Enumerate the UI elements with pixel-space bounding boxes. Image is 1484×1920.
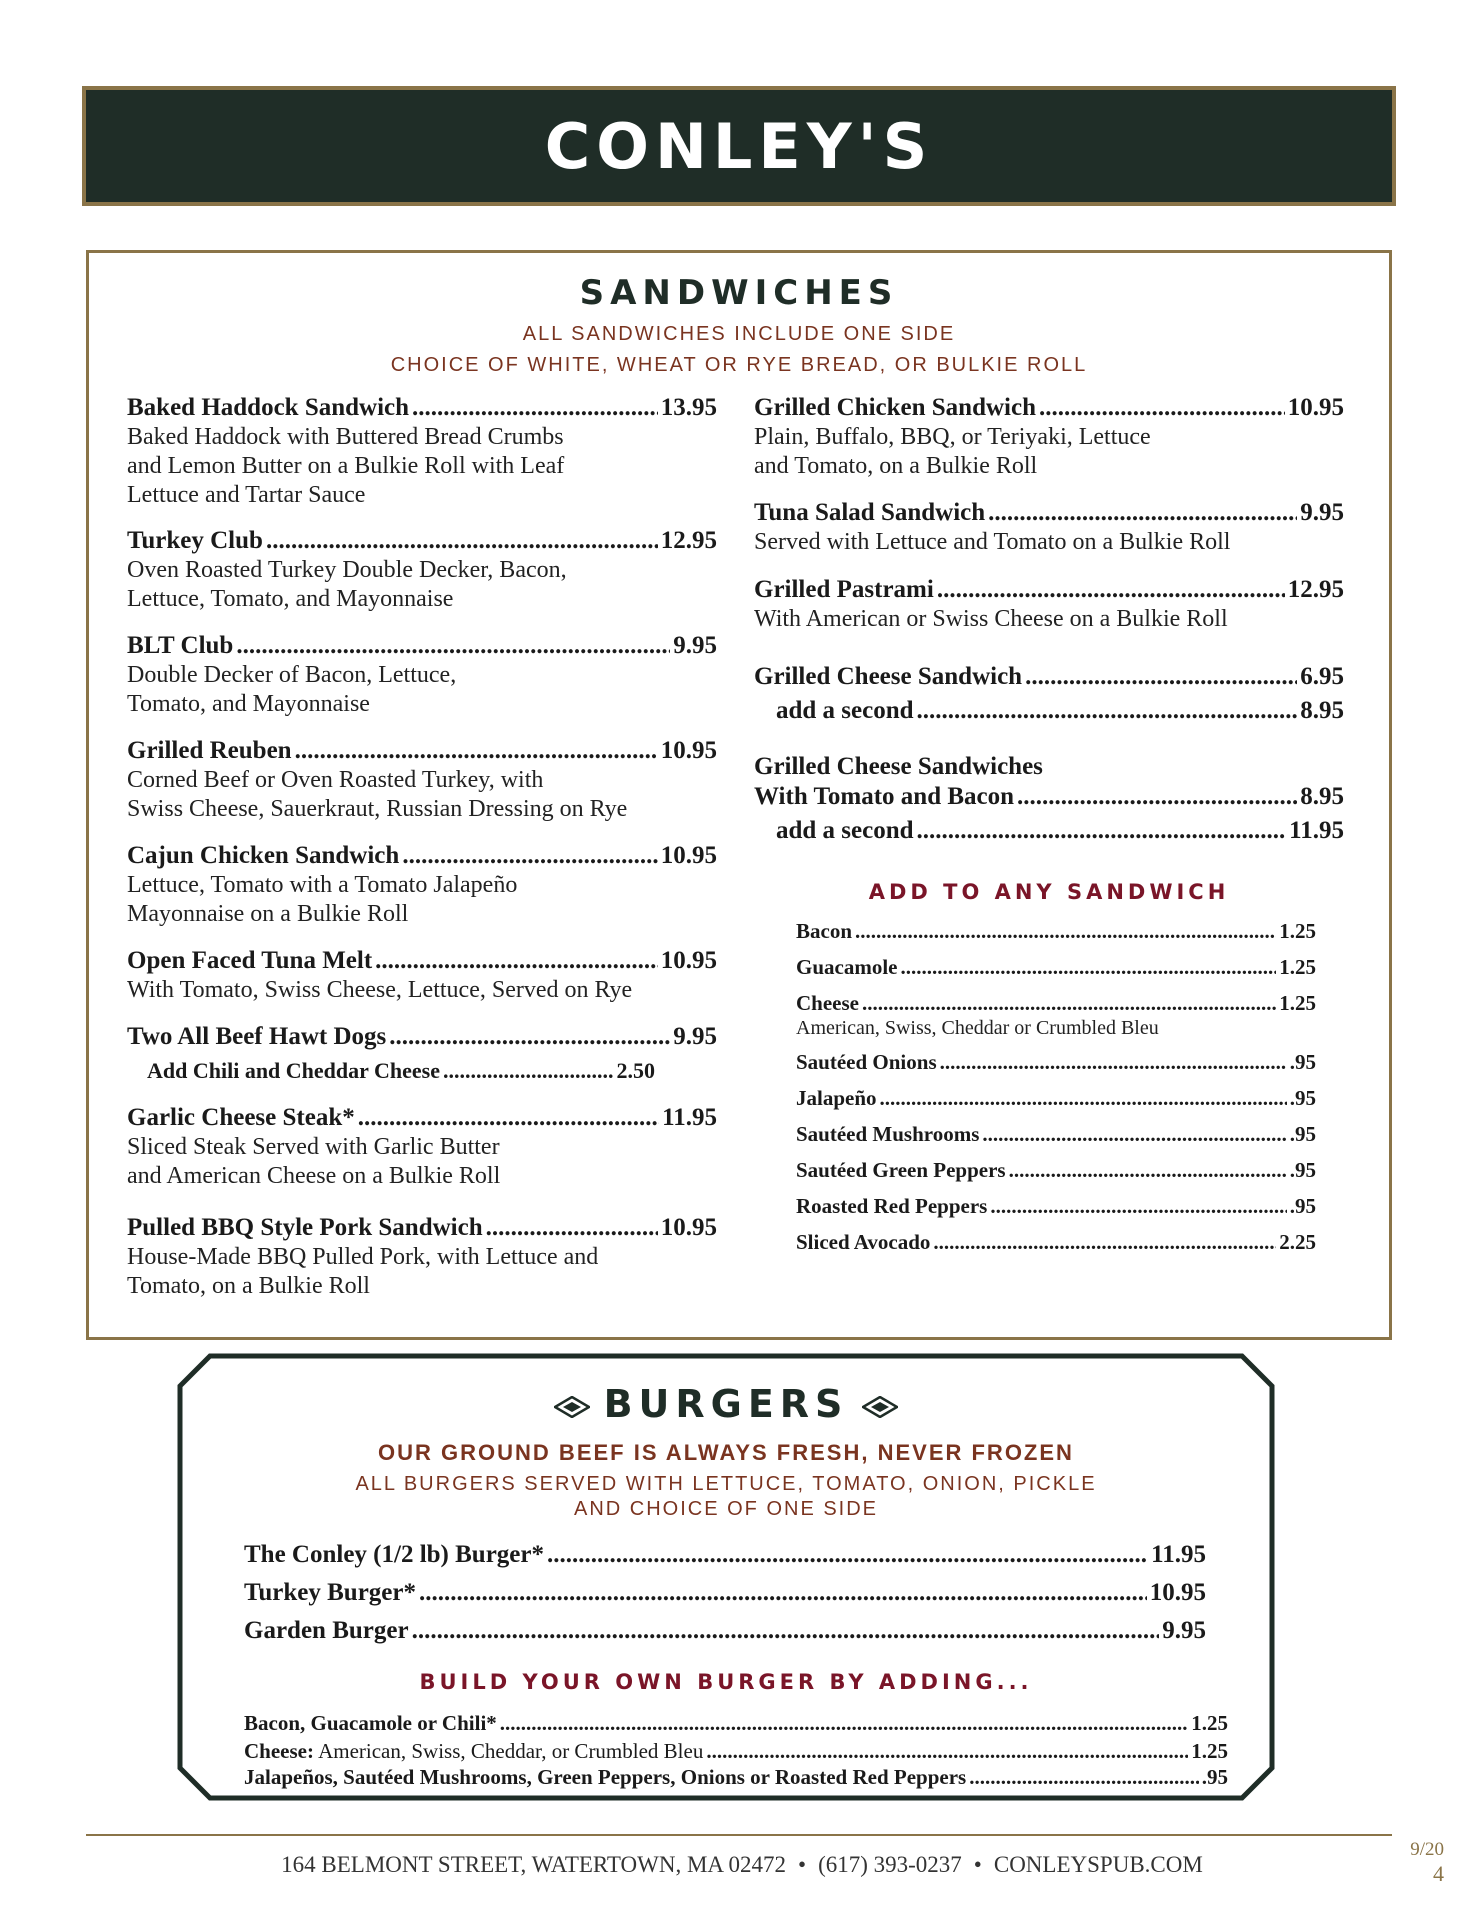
footer-bullet: • [973,1852,982,1877]
menu-item [754,393,1344,481]
add-on-item [796,1193,1316,1219]
item-name: Cajun Chicken Sandwich [127,842,400,869]
burger-item [244,1578,1206,1608]
build-item-price: .95 [1201,1765,1228,1789]
item-name: BLT Club [127,632,234,659]
add-on-item [796,954,1316,980]
item-desc: Swiss Cheese, Sauerkraut, Russian Dressing on Rye [127,796,628,822]
item-name: Pulled BBQ Style Pork Sandwich [127,1214,483,1241]
diamond-ornament-icon [554,1396,590,1418]
leader-dots [419,1578,1147,1608]
leader-dots [412,1616,1160,1646]
addon-name: Add Chili and Cheddar Cheese [147,1058,440,1083]
sandwiches-right-column [754,393,1344,1255]
addon-price: 2.50 [616,1058,655,1083]
item-price: 10.95 [660,842,717,869]
item-name: Turkey Club [127,527,263,554]
leader-dots [547,1540,1148,1570]
add-on-price: .95 [1289,1086,1316,1110]
add-on-name: Sautéed Green Peppers [796,1158,1006,1182]
add-on-item [796,990,1316,1016]
item-desc: and Tomato, on a Bulkie Roll [754,453,1038,479]
item-name: Garlic Cheese Steak* [127,1104,355,1131]
menu-item [127,393,717,510]
build-item [244,1710,1228,1736]
add-on-item [796,1229,1316,1255]
add-on-item [796,918,1316,944]
item-desc: Tomato, on a Bulkie Roll [127,1273,370,1299]
leader-dots [295,736,658,766]
item-price: 9.95 [673,632,717,659]
item-price: 12.95 [660,527,717,554]
add-on-desc: American, Swiss, Cheddar or Crumbled Bleu [796,1017,1159,1039]
item-desc: Lettuce, Tomato, and Mayonnaise [127,586,454,612]
add-on-name: Cheese [796,991,859,1015]
item-desc: Oven Roasted Turkey Double Decker, Bacon, [127,557,567,583]
item-desc: and Lemon Butter on a Bulkie Roll with Leaf [127,453,565,479]
burgers-section [176,1352,1276,1802]
item-price: 6.95 [1300,663,1344,690]
add-on-name: Guacamole [796,955,898,979]
leader-dots [412,393,658,423]
burger-item [244,1616,1206,1646]
page-meta [1410,1838,1444,1886]
add-on-price: 2.25 [1279,1230,1316,1254]
leader-dots [486,1213,658,1243]
revision-date: 9/20 [1410,1839,1444,1860]
item-price: 8.95 [1300,783,1344,810]
add-on-price: .95 [1289,1158,1316,1182]
item-name: With Tomato and Bacon [754,783,1015,810]
add-on-item [796,1157,1316,1183]
brand-title: CONLEY'S [544,109,934,183]
item-price: 10.95 [660,737,717,764]
item-name-top: Grilled Cheese Sandwiches [754,753,1043,780]
sandwiches-subtitle-1: ALL SANDWICHES INCLUDE ONE SIDE [522,323,956,345]
item-name: Two All Beef Hawt Dogs [127,1023,387,1050]
second-price: 11.95 [1289,817,1344,844]
add-on-name: Bacon [796,919,853,943]
sandwiches-left-column [127,393,717,1301]
item-desc: Baked Haddock with Buttered Bread Crumbs [127,424,564,450]
menu-item [127,841,717,929]
add-ons-list [754,918,1316,1255]
menu-item [754,662,1344,726]
burger-price: 10.95 [1149,1579,1206,1606]
item-desc: With American or Swiss Cheese on a Bulkie Roll [754,606,1228,632]
build-item [244,1738,1228,1764]
leader-dots [1025,662,1297,692]
item-desc: Mayonnaise on a Bulkie Roll [127,901,409,927]
add-on-price: 1.25 [1279,955,1316,979]
item-price: 10.95 [660,1214,717,1241]
footer-address: 164 BELMONT STREET, WATERTOWN, MA 02472 [281,1852,786,1877]
burger-name: Turkey Burger* [244,1579,416,1606]
item-name: Grilled Pastrami [754,576,934,603]
item-desc: Sliced Steak Served with Garlic Butter [127,1134,500,1160]
leader-dots [1017,782,1297,812]
build-item-price: 1.25 [1191,1711,1228,1735]
menu-item [127,526,717,614]
add-on-name: Sautéed Mushrooms [796,1122,980,1146]
burger-price: 9.95 [1162,1617,1206,1644]
burger-items [244,1540,1206,1646]
leader-dots [236,631,670,661]
leader-dots [982,1121,1286,1147]
menu-item [127,1103,717,1191]
leader-dots [900,954,1276,980]
item-name: Grilled Chicken Sandwich [754,394,1036,421]
leader-dots [917,696,1298,726]
footer-bullet: • [798,1852,807,1877]
add-on-name: Roasted Red Peppers [796,1194,988,1218]
leader-dots [969,1764,1199,1790]
leader-dots [706,1738,1188,1764]
burgers-title: BURGERS [603,1382,849,1426]
leader-dots [358,1103,659,1133]
leader-dots [1039,393,1285,423]
menu-item [127,1213,717,1301]
leader-dots [1009,1157,1287,1183]
leader-dots [266,526,658,556]
add-on-name: Sliced Avocado [796,1230,931,1254]
burger-name: Garden Burger [244,1617,409,1644]
item-price: 13.95 [660,394,717,421]
menu-item [127,631,717,719]
build-item-price: 1.25 [1191,1739,1228,1763]
item-desc: Plain, Buffalo, BBQ, or Teriyaki, Lettuce [754,424,1151,450]
menu-item [754,498,1344,557]
burgers-title-row [176,1382,1276,1426]
item-desc: Served with Lettuce and Tomato on a Bulkie Roll [754,529,1231,555]
footer-divider [86,1834,1392,1836]
add-on-price: 1.25 [1279,919,1316,943]
leader-dots [990,1193,1286,1219]
leader-dots [862,990,1276,1016]
menu-item [127,736,717,824]
sandwiches-section [86,250,1392,1340]
footer-phone: (617) 393-0237 [818,1852,962,1877]
item-desc: Tomato, and Mayonnaise [127,691,370,717]
leader-dots [917,816,1287,846]
add-to-sandwich-title: ADD TO ANY SANDWICH [868,880,1230,904]
burger-item [244,1540,1206,1570]
build-items [244,1710,1244,1790]
burger-price: 11.95 [1151,1541,1206,1568]
add-on-name: Sautéed Onions [796,1050,937,1074]
menu-item [127,1022,717,1086]
item-desc: House-Made BBQ Pulled Pork, with Lettuce and [127,1244,599,1270]
second-price: 8.95 [1300,697,1344,724]
second-name: add a second [776,817,914,844]
menu-item [754,575,1344,634]
item-price: 9.95 [1300,499,1344,526]
leader-dots [940,1049,1287,1075]
leader-dots [443,1056,614,1086]
leader-dots [988,498,1297,528]
add-on-price: .95 [1289,1194,1316,1218]
add-on-price: .95 [1289,1122,1316,1146]
add-on-price: 1.25 [1279,991,1316,1015]
build-item-name: Jalapeños, Sautéed Mushrooms, Green Peppers, Onions or Roasted Red Peppers [244,1765,967,1789]
item-price: 12.95 [1287,576,1344,603]
item-desc: and American Cheese on a Bulkie Roll [127,1163,501,1189]
item-price: 10.95 [660,947,717,974]
footer [0,1852,1484,1878]
item-desc: Lettuce, Tomato with a Tomato Jalapeño [127,872,518,898]
build-item-name: Bacon, Guacamole or Chili* [244,1711,497,1735]
item-desc: Lettuce and Tartar Sauce [127,482,366,508]
leader-dots [880,1085,1287,1111]
item-desc: Double Decker of Bacon, Lettuce, [127,662,457,688]
build-item-label: Cheese: [244,1739,314,1763]
burgers-subtitle-2: ALL BURGERS SERVED WITH LETTUCE, TOMATO, ONION, PICKLE [355,1473,1097,1495]
add-on-item [796,1049,1316,1075]
leader-dots [937,575,1285,605]
leader-dots [500,1710,1188,1736]
menu-item [754,752,1344,846]
burgers-subtitle-3: AND CHOICE OF ONE SIDE [573,1498,879,1520]
leader-dots [389,1022,670,1052]
second-name: add a second [776,697,914,724]
add-on-price: .95 [1289,1050,1316,1074]
item-name: Grilled Cheese Sandwich [754,663,1023,690]
leader-dots [855,918,1276,944]
add-on-name: Jalapeño [796,1086,877,1110]
add-on-item [796,1121,1316,1147]
footer-website: CONLEYSPUB.COM [993,1852,1203,1877]
item-name: Open Faced Tuna Melt [127,947,373,974]
item-desc: With Tomato, Swiss Cheese, Lettuce, Served on Rye [127,977,633,1003]
item-name: Grilled Reuben [127,737,292,764]
build-item [244,1764,1228,1790]
burger-name: The Conley (1/2 lb) Burger* [244,1541,544,1568]
build-item-name: American, Swiss, Cheddar, or Crumbled Bleu [313,1739,704,1763]
item-desc: Corned Beef or Oven Roasted Turkey, with [127,767,544,793]
burgers-subtitle-1: OUR GROUND BEEF IS ALWAYS FRESH, NEVER FROZEN [378,1440,1074,1465]
build-your-own-title: BUILD YOUR OWN BURGER BY ADDING... [419,1670,1033,1694]
diamond-ornament-icon [862,1396,898,1418]
page-number: 4 [1433,1861,1444,1886]
leader-dots [402,841,657,871]
item-price: 9.95 [673,1023,717,1050]
sandwiches-title: SANDWICHES [579,273,899,313]
sandwiches-subtitle-2: CHOICE OF WHITE, WHEAT OR RYE BREAD, OR BULKIE ROLL [390,354,1088,376]
item-price: 10.95 [1287,394,1344,421]
brand-banner [82,86,1396,206]
item-name: Baked Haddock Sandwich [127,394,410,421]
item-name: Tuna Salad Sandwich [754,499,986,526]
leader-dots [933,1229,1276,1255]
leader-dots [375,946,658,976]
item-price: 11.95 [662,1104,717,1131]
menu-item [127,946,717,1005]
add-on-item [796,1085,1316,1111]
